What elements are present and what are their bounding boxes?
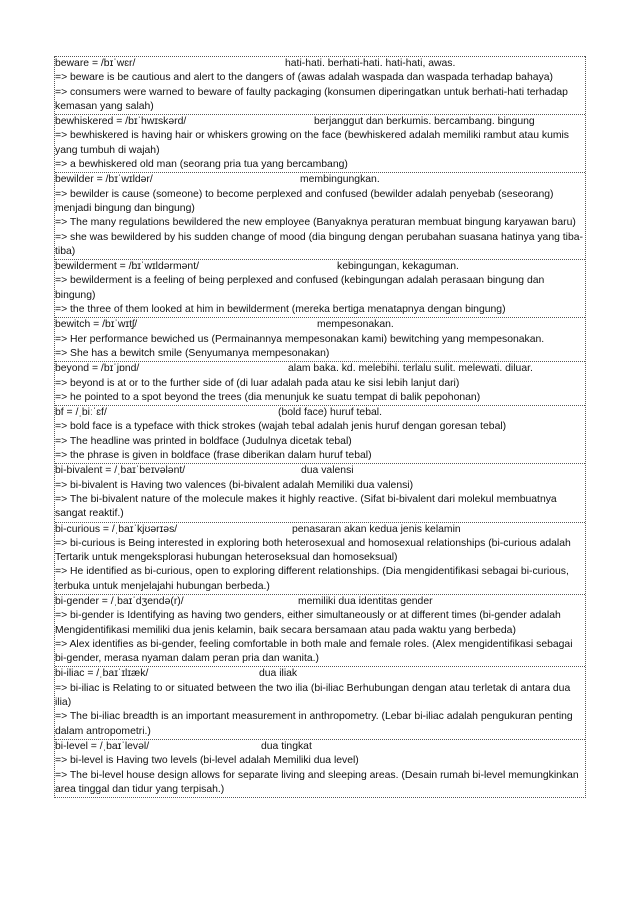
entry-example-line: => bi-curious is Being interested in exploring both heterosexual and homosexual relationships (bi-curious adalah Tertarik untuk mengeksplorasi hubungan heteroseksual dan homoseksual): [55, 537, 571, 564]
glossary-entry: [55, 56, 585, 114]
glossary-entry: [55, 317, 585, 361]
entry-example-line: => The bi-iliac breadth is an important measurement in anthropometry. (Lebar bi-iliac adalah pengukuran penting dalam antropometri.): [55, 711, 573, 737]
glossary-entry: [55, 259, 585, 317]
entry-term-pronunciation: beware = /bɪˈwɛr/: [55, 58, 136, 69]
entry-headline: [55, 115, 585, 129]
glossary-entry: [55, 172, 585, 259]
entry-headline: [55, 523, 585, 537]
entry-meaning: penasaran akan kedua jenis kelamin: [292, 523, 461, 535]
glossary-entry: [55, 463, 585, 521]
entry-example-line: => beyond is at or to the further side of (di luar adalah pada atau ke sisi lebih lanjut dari): [55, 377, 460, 389]
entry-meaning: kebingungan, kekaguman.: [337, 261, 459, 273]
entry-example-line: => bold face is a typeface with thick strokes (wajah tebal adalah jenis huruf dengan goresan tebal): [55, 421, 507, 433]
entry-example-line: => consumers were warned to beware of faulty packaging (konsumen diperingatkan untuk berhati-hati terhadap kemasan yang salah): [55, 86, 568, 112]
entry-headline: [55, 260, 585, 274]
glossary-document: [54, 56, 586, 798]
entry-headline: [55, 362, 585, 376]
entry-example-line: => Her performance bewiched us (Permainannya mempesonakan kami) bewitching yang mempesonakan.: [55, 333, 545, 345]
entry-meaning: membingungkan.: [300, 174, 380, 186]
entry-meaning: hati-hati. berhati-hati. hati-hati, awas.: [285, 58, 456, 69]
entry-example-line: => Alex identifies as bi-gender, feeling comfortable in both male and female roles. (Alex mengidentifikasi sebagai bi-gender, merasa nyaman dalam peran pria dan wanita.): [55, 638, 573, 665]
entry-term-pronunciation: bewhiskered = /bɪˈhwɪskərd/: [55, 116, 187, 128]
entry-example-line: => a bewhiskered old man (seorang pria tua yang bercambang): [55, 159, 348, 171]
glossary-entry: [55, 114, 585, 172]
entry-example-line: => he pointed to a spot beyond the trees (dia menunjuk ke suatu tempat di balik pepohonan): [55, 391, 481, 403]
entry-example-line: => the phrase is given in boldface (frase diberikan dalam huruf tebal): [55, 450, 372, 462]
entry-headline: [55, 173, 585, 187]
entry-example-line: => she was bewildered by his sudden change of mood (dia bingung dengan perubahan suasana hatinya yang tiba-tiba): [55, 231, 583, 257]
entry-example-line: => The many regulations bewildered the new employee (Banyaknya peraturan membuat bingung karyawan baru): [55, 217, 576, 229]
entry-example-line: => The bi-bivalent nature of the molecule makes it highly reactive. (Sifat bi-bivalent dari molekul membuatnya sangat reaktif.): [55, 493, 557, 520]
entry-meaning: dua tingkat: [261, 740, 312, 752]
entry-meaning: dua valensi: [301, 465, 354, 477]
entry-example-line: => He identified as bi-curious, open to exploring different relationships. (Dia mengidentifikasi sebagai bi-curious, terbuka untuk menjelajahi hubungan berbeda.): [55, 566, 569, 592]
entry-meaning: (bold face) huruf tebal.: [278, 407, 382, 419]
entry-headline: [55, 318, 585, 332]
entry-term-pronunciation: bewilderment = /bɪˈwɪldərmənt/: [55, 261, 199, 273]
entry-meaning: memiliki dua identitas gender: [298, 595, 433, 607]
entry-example-line: => bewilderment is a feeling of being perplexed and confused (kebingungan adalah perasaan bingung dan bingung): [55, 275, 545, 301]
entry-example-line: => the three of them looked at him in bewilderment (mereka bertiga menatapnya dengan bingung): [55, 304, 506, 316]
entry-term-pronunciation: bi-gender = /ˌbaɪˈdʒendə(r)/: [55, 595, 184, 607]
entry-headline: [55, 667, 585, 681]
entry-headline: [55, 464, 585, 478]
entry-headline: [55, 595, 585, 609]
entry-example-line: => bewhiskered is having hair or whiskers growing on the face (bewhiskered adalah memiliki rambut atau kumis yang tumbuh di wajah): [55, 130, 570, 156]
entry-example-line: => bi-iliac is Relating to or situated between the two ilia (bi-iliac Berhubungan dengan atau terletak di antara dua ilia): [55, 682, 571, 709]
entry-meaning: alam baka. kd. melebihi. terlalu sulit. melewati. diluar.: [288, 363, 533, 375]
entry-term-pronunciation: bi-level = /ˌbaɪˈlevəl/: [55, 740, 150, 752]
entry-term-pronunciation: bewitch = /bɪˈwɪtʃ/: [55, 319, 138, 331]
entry-example-line: => She has a bewitch smile (Senyumanya mempesonakan): [55, 347, 330, 359]
glossary-entry: [55, 405, 585, 463]
entry-example-line: => beware is be cautious and alert to the dangers of (awas adalah waspada dan waspada terhadap bahaya): [55, 72, 553, 84]
entry-headline: [55, 57, 585, 71]
entry-headline: [55, 740, 585, 754]
entry-meaning: dua iliak: [259, 668, 298, 680]
entry-headline: [55, 406, 585, 420]
glossary-entry: [55, 666, 585, 738]
entry-term-pronunciation: bi-bivalent = /ˌbaɪˈbeɪvələnt/: [55, 465, 186, 477]
entry-term-pronunciation: bi-curious = /ˌbaɪˈkjʊərɪəs/: [55, 523, 178, 535]
entry-example-line: => bi-level is Having two levels (bi-level adalah Memiliki dua level): [55, 755, 359, 767]
entry-term-pronunciation: beyond = /bɪˈjɒnd/: [55, 363, 140, 375]
entry-example-line: => The bi-level house design allows for separate living and sleeping areas. (Desain rumah bi-level memungkinkan area tinggal dan tidur yang terpisah.): [55, 769, 579, 795]
glossary-entry: [55, 522, 585, 594]
entry-term-pronunciation: bi-iliac = /ˌbaɪˈɪlɪæk/: [55, 668, 149, 680]
glossary-entry: [55, 361, 585, 405]
entry-example-line: => bi-bivalent is Having two valences (bi-bivalent adalah Memiliki dua valensi): [55, 479, 414, 491]
glossary-entry: [55, 594, 585, 666]
entry-meaning: mempesonakan.: [317, 319, 394, 331]
entry-example-line: => The headline was printed in boldface (Judulnya dicetak tebal): [55, 435, 352, 447]
entry-example-line: => bi-gender is Identifying as having two genders, either simultaneously or at different times (bi-gender adalah Mengidentifikasi memiliki dua jenis kelamin, baik secara bersamaan atau pada waktu yang berbeda): [55, 610, 561, 636]
entry-example-line: => bewilder is cause (someone) to become perplexed and confused (bewilder adalah penyebab (seseorang) menjadi bingung dan bingung): [55, 188, 554, 214]
entry-term-pronunciation: bewilder = /bɪˈwɪldər/: [55, 174, 153, 186]
entry-meaning: berjanggut dan berkumis. bercambang. bingung: [314, 116, 535, 128]
entry-term-pronunciation: bf = /ˌbiːˈɛf/: [55, 407, 107, 419]
glossary-entry: [55, 739, 585, 797]
